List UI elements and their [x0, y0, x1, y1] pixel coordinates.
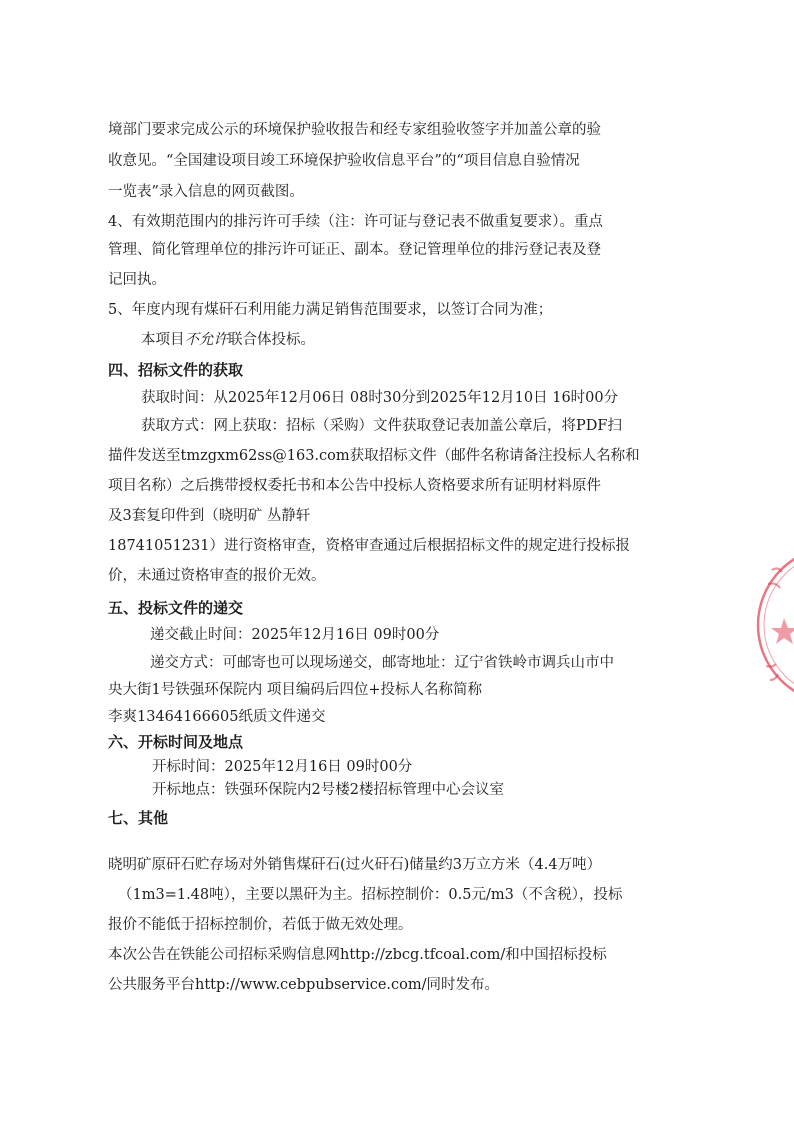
body-text-line: 开标地点：铁强环保院内2号楼2楼招标管理中心会议室: [152, 782, 504, 798]
body-text-line: 价，未通过资格审查的报价无效。: [108, 568, 326, 584]
body-text-line: 收意见。“全国建设项目竣工环境保护验收信息平台”的“项目信息自验情况: [108, 153, 580, 169]
section-heading: 四、招标文件的获取: [108, 361, 244, 379]
body-text-line: 管理、简化管理单位的排污许可证正、副本。登记管理单位的排污登记表及登: [108, 242, 601, 258]
body-text-line: 报价不能低于招标控制价，若低于做无效处理。: [108, 917, 413, 933]
section-heading: 六、开标时间及地点: [108, 733, 244, 751]
section-heading: 七、其他: [108, 809, 169, 827]
body-text-line: 境部门要求完成公示的环境保护验收报告和经专家组验收签字并加盖公章的验: [108, 122, 601, 138]
body-text-line: （1m3=1.48吨），主要以黑矸为主。招标控制价：0.5元/m3（不含税），投标: [118, 887, 623, 903]
body-text-line: 4、有效期范围内的排污许可手续（注：许可证与登记表不做重复要求）。重点: [108, 214, 603, 230]
body-text-line: 项目名称）之后携带授权委托书和本公告中投标人资格要求所有证明材料原件: [108, 478, 601, 494]
body-text-line: 本次公告在铁能公司招标采购信息网http://zbcg.tfcoal.com/和中国招标投标: [108, 947, 607, 963]
body-text-line: 开标时间：2025年12月16日 09时00分: [152, 759, 413, 775]
body-text-line: 18741051231）进行资格审查，资格审查通过后根据招标文件的规定进行投标报: [108, 538, 630, 554]
body-text-line: 描件发送至tmzgxm62ss@163.com获取招标文件（邮件名称请备注投标人名称和: [108, 448, 640, 464]
body-text-line: 公共服务平台http://www.cebpubservice.com/同时发布。: [108, 977, 500, 993]
section-heading: 五、投标文件的递交: [108, 599, 244, 617]
body-text-line: 李爽13464166605纸质文件递交: [108, 709, 326, 725]
body-text-line: 及3套复印件到（晓明矿 丛静轩: [108, 508, 311, 524]
emphasis-text: 不允许: [184, 332, 228, 348]
body-text-line: 一览表”录入信息的网页截图。: [108, 184, 304, 200]
body-text-line: 记回执。: [108, 272, 166, 288]
body-text-line: 5、年度内现有煤矸石利用能力满足销售范围要求，以签订合同为准；: [108, 302, 553, 318]
body-text-line: 本项目不允许联合体投标。: [141, 332, 315, 348]
body-text-line: 获取时间：从2025年12月06日 08时30分到2025年12月10日 16时00分: [141, 390, 619, 406]
body-text-line: 晓明矿原矸石贮存场对外销售煤矸石(过火矸石)储量约3万立方米（4.4万吨）: [108, 857, 602, 873]
body-text-line: 递交截止时间：2025年12月16日 09时00分: [150, 627, 440, 643]
body-text-line: 央大街1号铁强环保院内 项目编码后四位+投标人名称简称: [108, 682, 482, 698]
body-text-line: 获取方式：网上获取：招标（采购）文件获取登记表加盖公章后，将PDF扫: [141, 418, 622, 434]
official-seal-partial: [754, 540, 794, 710]
body-text-line: 递交方式：可邮寄也可以现场递交，邮寄地址：辽宁省铁岭市调兵山市中: [150, 655, 614, 671]
